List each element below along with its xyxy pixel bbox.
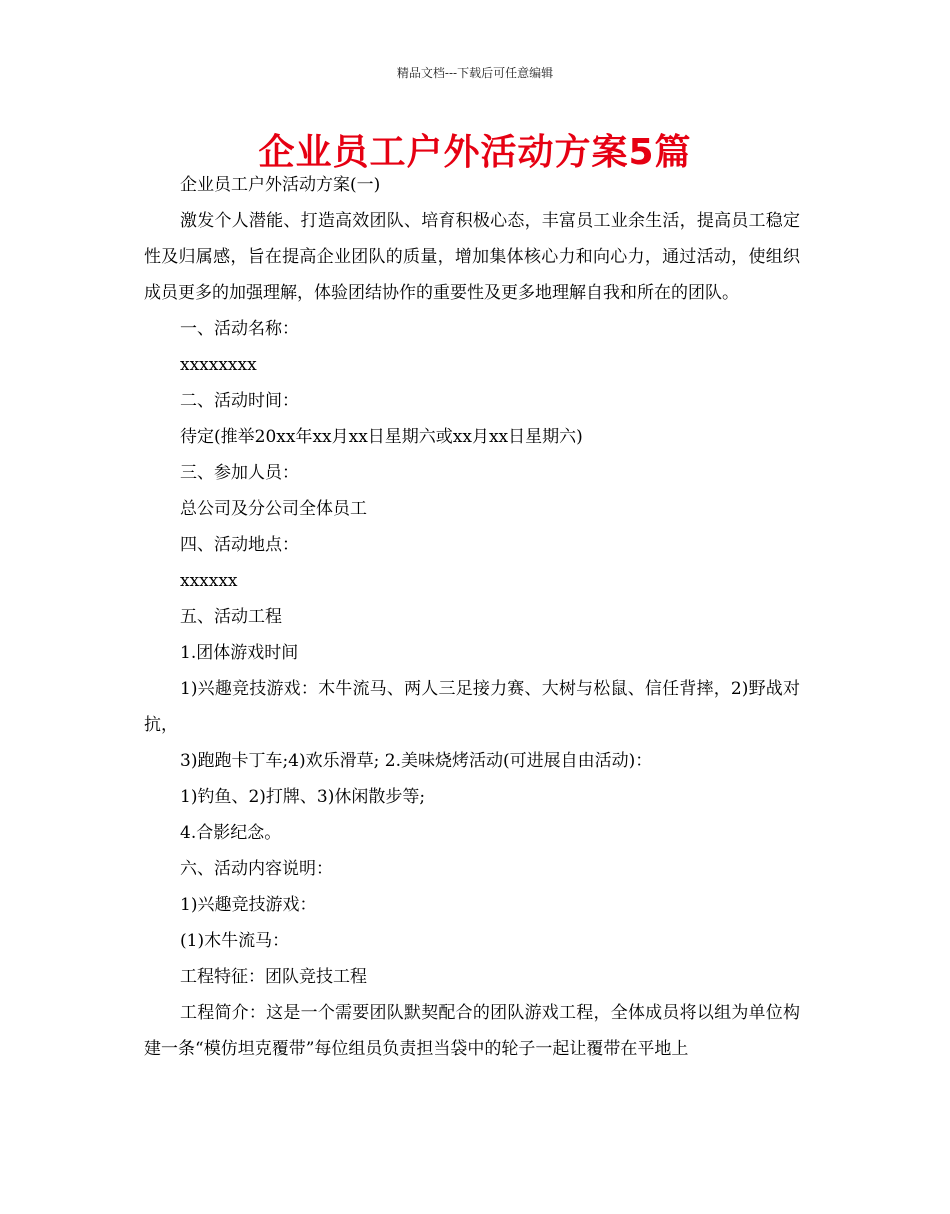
section-heading-location: 四、活动地点： xyxy=(180,535,299,555)
list-item: 1)兴趣竞技游戏： xyxy=(180,895,317,915)
list-item: (1)木牛流马： xyxy=(180,931,290,951)
list-item: 3)跑跑卡丁车;4)欢乐滑草; 2.美味烧烤活动(可进展自由活动)： xyxy=(180,751,653,771)
document-body xyxy=(144,167,800,1067)
section-heading-participants: 三、参加人员： xyxy=(180,463,299,483)
description-paragraph: 工程简介：这是一个需要团队默契配合的团队游戏工程，全体成员将以组为单位构建一条“模仿坦克覆带”每位组员负责担当袋中的轮子一起让覆带在平地上 xyxy=(144,1003,800,1059)
section-heading-name: 一、活动名称： xyxy=(180,319,299,339)
document-title: 企业员工户外活动方案5篇 xyxy=(258,132,692,173)
participants-value: 总公司及分公司全体员工 xyxy=(180,499,367,519)
subtitle-paragraph: 企业员工户外活动方案(一) xyxy=(180,175,381,195)
intro-paragraph: 激发个人潜能、打造高效团队、培育积极心态，丰富员工业余生活，提高员工稳定性及归属感，旨在提高企业团队的质量，增加集体核心力和向心力，通过活动，使组织成员更多的加强理解，体验团结协作的重要性及更多地理解自我和所在的团队。 xyxy=(144,211,800,303)
section-heading-time: 二、活动时间： xyxy=(180,391,299,411)
list-item: 4.合影纪念。 xyxy=(180,823,282,843)
list-item: 工程特征：团队竞技工程 xyxy=(180,967,367,987)
section-heading-details: 六、活动内容说明： xyxy=(180,859,333,879)
header-note: 精品文档---下载后可任意编辑 xyxy=(396,66,554,80)
list-item: 1)兴趣竞技游戏：木牛流马、两人三足接力赛、大树与松鼠、信任背摔，2)野战对抗， xyxy=(144,679,800,735)
list-item: 1)钓鱼、2)打牌、3)休闲散步等; xyxy=(180,787,426,807)
activity-time-value: 待定(推举20xx年xx月xx日星期六或xx月xx日星期六) xyxy=(180,427,583,447)
section-heading-items: 五、活动工程 xyxy=(180,607,282,627)
location-value: xxxxxx xyxy=(180,571,238,591)
list-item: 1.团体游戏时间 xyxy=(180,643,299,663)
activity-name-value: xxxxxxxx xyxy=(180,355,257,375)
